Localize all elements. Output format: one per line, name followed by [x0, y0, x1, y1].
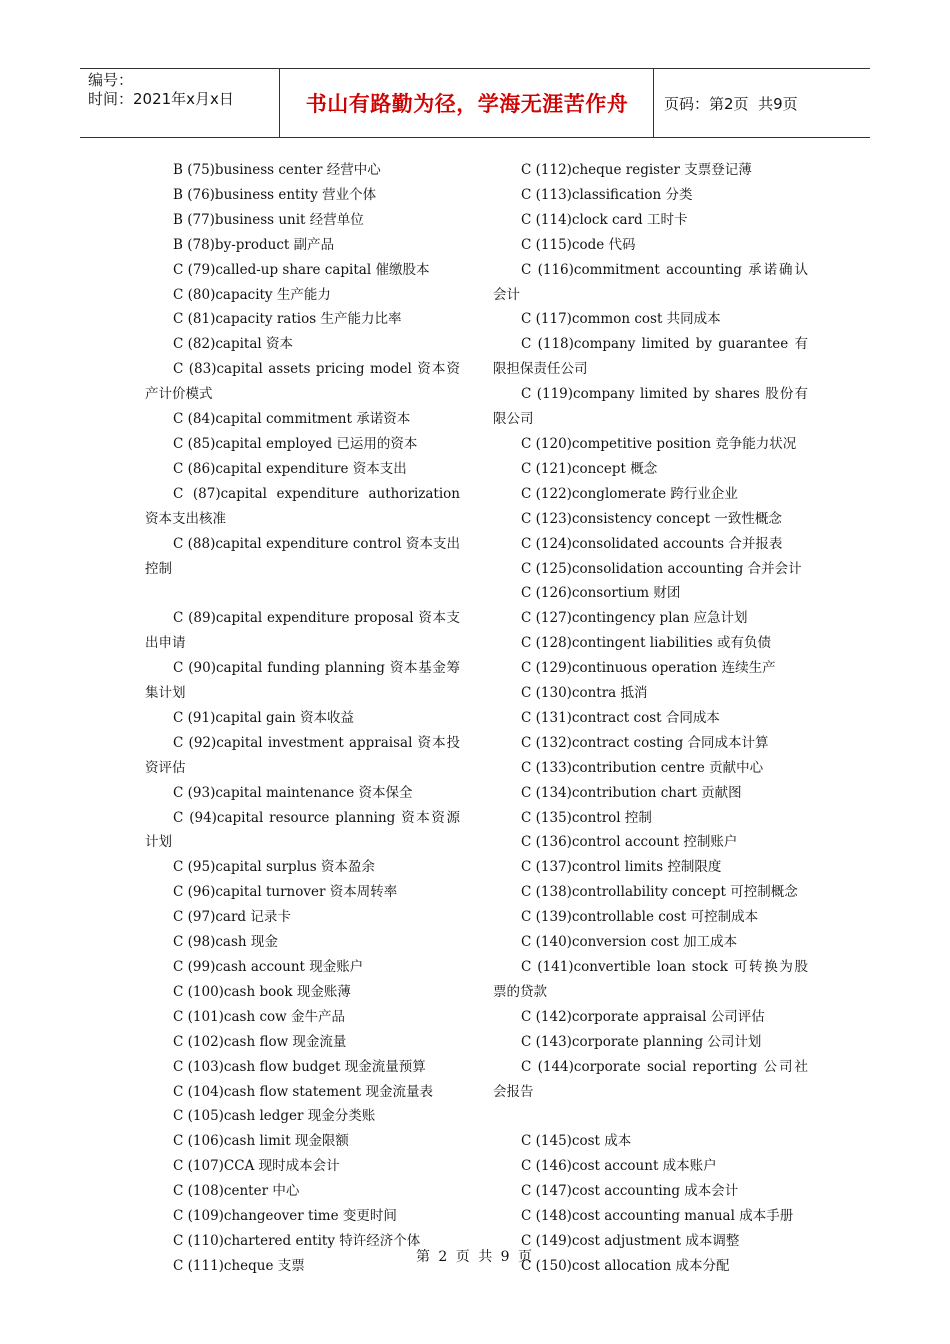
glossary-entry: C (100)cash book 现金账薄 — [173, 983, 351, 1000]
glossary-entry: C (147)cost accounting 成本会计 — [521, 1183, 739, 1200]
glossary-entry: C (122)conglomerate 跨行业企业 — [521, 485, 738, 502]
glossary-entry: C (130)contra 抵消 — [521, 685, 648, 702]
glossary-entry: C (103)cash flow budget 现金流量预算 — [173, 1058, 426, 1075]
glossary-entry: C (148)cost accounting manual 成本手册 — [521, 1208, 794, 1225]
glossary-left-column — [145, 158, 460, 1279]
glossary-entry: C (80)capacity 生产能力 — [173, 286, 331, 303]
glossary-entry: C (123)consistency concept 一致性概念 — [521, 510, 782, 527]
glossary-entry: C (79)called-up share capital 催缴股本 — [173, 261, 430, 278]
glossary-entry: C (128)contingent liabilities 或有负债 — [521, 635, 772, 652]
glossary-entry: C (138)controllability concept 可控制概念 — [521, 884, 798, 901]
glossary-entry: C (140)conversion cost 加工成本 — [521, 934, 738, 951]
glossary-entry: C (84)capital commitment 承诺资本 — [173, 411, 411, 428]
glossary-entry: C (143)corporate planning 公司计划 — [521, 1033, 762, 1050]
glossary-entry: C (87)capital expenditure authorization 资本支出核准 — [145, 485, 460, 527]
glossary-entry: C (89)capital expenditure proposal 资本支出申请 — [145, 610, 460, 652]
page-header — [80, 68, 870, 138]
glossary-entry: C (97)card 记录卡 — [173, 909, 291, 926]
time-label: 时间：2021年x月x日 — [88, 90, 234, 108]
glossary-entry: C (134)contribution chart 贡献图 — [521, 784, 742, 801]
glossary-entry: C (107)CCA 现时成本会计 — [173, 1158, 340, 1175]
glossary-entry: C (133)contribution centre 贡献中心 — [521, 759, 764, 776]
glossary-entry: C (112)cheque register 支票登记薄 — [521, 162, 752, 178]
glossary-entry: C (115)code 代码 — [521, 236, 636, 253]
glossary-entry: C (108)center 中心 — [173, 1183, 300, 1200]
glossary-entry: B (77)business unit 经营单位 — [173, 211, 364, 228]
page-footer: 第 2 页 共 9 页 — [415, 1249, 535, 1265]
glossary-entry: C (139)controllable cost 可控制成本 — [521, 909, 759, 926]
glossary-entry: C (117)common cost 共同成本 — [521, 311, 721, 328]
glossary-entry: C (110)chartered entity 特许经济个体 — [173, 1232, 421, 1249]
glossary-right-column — [493, 158, 808, 1279]
glossary-entry: C (90)capital funding planning 资本基金筹集计划 — [145, 660, 460, 702]
glossary-entry: C (114)clock card 工时卡 — [521, 211, 688, 228]
glossary-entry: C (106)cash limit 现金限额 — [173, 1133, 349, 1150]
glossary-entry: C (146)cost account 成本账户 — [521, 1158, 717, 1175]
glossary-entry: C (137)control limits 控制限度 — [521, 859, 722, 876]
glossary-entry: C (124)consolidated accounts 合并报表 — [521, 535, 783, 552]
glossary-entry: C (113)classification 分类 — [521, 186, 693, 203]
header-motto: 书山有路勤为径，学海无涯苦作舟 — [281, 69, 654, 137]
glossary-entry: C (116)commitment accounting 承诺确认会计 — [493, 261, 808, 303]
glossary-entry: C (135)control 控制 — [521, 809, 652, 826]
glossary-entry: C (94)capital resource planning 资本资源计划 — [145, 809, 460, 851]
glossary-entry: C (92)capital investment appraisal 资本投资评估 — [145, 734, 460, 776]
header-page-info — [654, 69, 870, 137]
glossary-entry: C (125)consolidation accounting 合并会计 — [521, 560, 802, 577]
glossary-entry: C (82)capital 资本 — [173, 336, 293, 353]
glossary-entry: C (86)capital expenditure 资本支出 — [173, 460, 407, 477]
header-meta — [80, 69, 280, 137]
glossary-entry: C (129)continuous operation 连续生产 — [521, 660, 776, 677]
glossary-entry: C (141)convertible loan stock 可转换为股票的贷款 — [493, 959, 808, 1000]
glossary-entry: C (119)company limited by shares 股份有限公司 — [493, 386, 808, 428]
glossary-entry: C (102)cash flow 现金流量 — [173, 1033, 347, 1050]
glossary-entry: B (76)business entity 营业个体 — [173, 186, 377, 203]
glossary-entry: C (118)company limited by guarantee 有限担保责任公司 — [493, 336, 808, 378]
glossary-entry: C (95)capital surplus 资本盈余 — [173, 859, 375, 876]
page-label: 页码：第2页 共9页 — [664, 94, 798, 113]
glossary-entry: C (104)cash flow statement 现金流量表 — [173, 1083, 433, 1100]
glossary-entry: C (149)cost adjustment 成本调整 — [521, 1232, 740, 1249]
number-label: 编号： — [88, 71, 134, 89]
glossary-entry: C (93)capital maintenance 资本保全 — [173, 784, 413, 801]
glossary-entry: B (75)business center 经营中心 — [173, 162, 381, 178]
glossary-entry: C (142)corporate appraisal 公司评估 — [521, 1008, 765, 1025]
glossary-entry: C (126)consortium 财团 — [521, 585, 681, 602]
glossary-entry: C (85)capital employed 已运用的资本 — [173, 435, 418, 452]
glossary-entry: C (101)cash cow 金牛产品 — [173, 1008, 345, 1025]
glossary-entry: C (120)competitive position 竞争能力状况 — [521, 435, 797, 452]
glossary-entry: B (78)by-product 副产品 — [173, 236, 335, 253]
glossary-entry: C (127)contingency plan 应急计划 — [521, 610, 748, 627]
glossary-entry: C (131)contract cost 合同成本 — [521, 709, 720, 726]
glossary-entry: C (132)contract costing 合同成本计算 — [521, 734, 769, 751]
glossary-entry: C (145)cost 成本 — [521, 1133, 632, 1150]
glossary-entry: C (109)changeover time 变更时间 — [173, 1208, 397, 1225]
glossary-entry: C (88)capital expenditure control 资本支出控制 — [145, 535, 460, 577]
glossary-entry: C (81)capacity ratios 生产能力比率 — [173, 311, 402, 328]
glossary-entry: C (150)cost allocation 成本分配 — [521, 1257, 730, 1274]
glossary-entry: C (99)cash account 现金账户 — [173, 958, 364, 975]
glossary-entry: C (144)corporate social reporting 公司社会报告 — [493, 1058, 808, 1100]
glossary-entry: C (111)cheque 支票 — [173, 1257, 305, 1274]
glossary-entry: C (136)control account 控制账户 — [521, 834, 738, 851]
glossary-entry: C (83)capital assets pricing model 资本资产计价模式 — [145, 361, 460, 403]
glossary-entry: C (105)cash ledger 现金分类账 — [173, 1108, 376, 1125]
glossary-entry: C (96)capital turnover 资本周转率 — [173, 884, 398, 901]
glossary-entry: C (98)cash 现金 — [173, 934, 278, 951]
glossary-entry: C (121)concept 概念 — [521, 460, 658, 477]
glossary-entry: C (91)capital gain 资本收益 — [173, 709, 354, 726]
